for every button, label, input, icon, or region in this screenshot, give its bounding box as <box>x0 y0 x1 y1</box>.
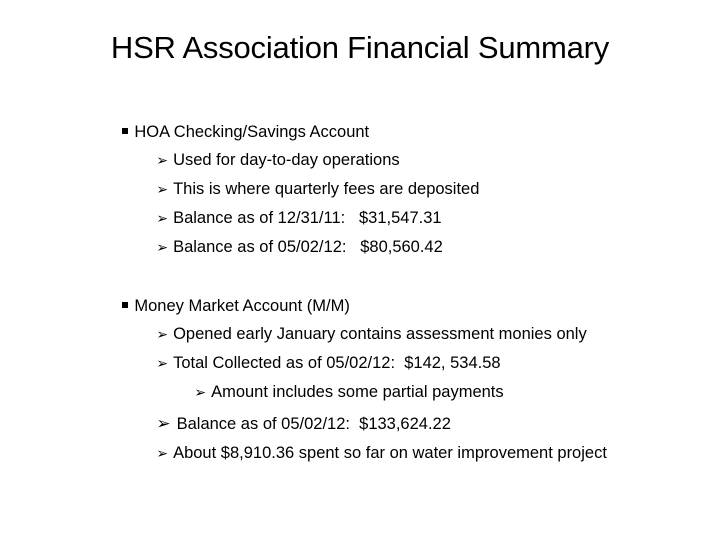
arrow-bullet-icon: ➢ <box>156 326 169 342</box>
arrow-bullet-icon: ➢ <box>156 355 169 371</box>
arrow-bullet-icon: ➢ <box>194 384 207 400</box>
list-item-text: About $8,910.36 spent so far on water improvement project <box>173 444 607 462</box>
list-item-text: Total Collected as of 05/02/12: $142, 534.58 <box>173 354 501 372</box>
list-item <box>138 214 443 280</box>
list-item-text: Opened early January contains assessment monies only <box>173 325 587 343</box>
slide-title: HSR Association Financial Summary <box>110 30 610 65</box>
section-heading-text: HOA Checking/Savings Account <box>134 123 370 141</box>
list-item-text: Amount includes some partial payments <box>211 383 504 401</box>
arrow-bullet-icon: ➢ <box>156 239 169 255</box>
arrow-bullet-icon: ➢ <box>156 181 169 197</box>
square-bullet-icon <box>122 302 128 308</box>
arrow-bullet-icon: ➢ <box>156 210 169 226</box>
arrow-bullet-icon: ➢ <box>156 152 169 168</box>
section-heading-text: Money Market Account (M/M) <box>134 297 350 315</box>
list-item <box>138 420 607 486</box>
list-item-text: This is where quarterly fees are deposited <box>173 180 480 198</box>
list-item-text: Used for day-to-day operations <box>173 151 400 169</box>
square-bullet-icon <box>122 128 128 134</box>
arrow-bullet-icon: ➢ <box>156 445 169 461</box>
list-item-text: Balance as of 05/02/12: $80,560.42 <box>173 238 443 256</box>
arrow-bullet-icon: ➢ <box>156 414 171 433</box>
list-item-text: Balance as of 05/02/12: $133,624.22 <box>176 415 451 433</box>
list-item-text: Balance as of 12/31/11: $31,547.31 <box>173 209 442 227</box>
